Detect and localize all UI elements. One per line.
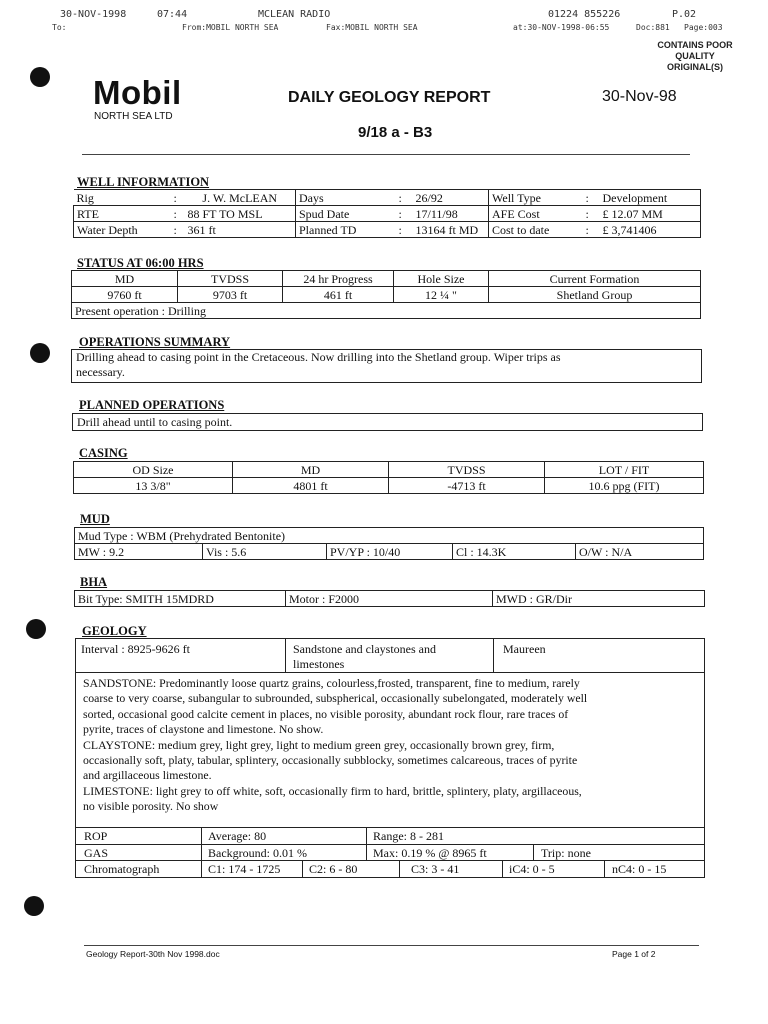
fax-date: 30-NOV-1998	[60, 9, 127, 20]
footer-divider	[84, 945, 699, 946]
mud-type: Mud Type : WBM (Prehydrated Bentonite)	[75, 528, 704, 544]
gas-background: Background: 0.01 %	[208, 846, 307, 860]
header-md: MD	[72, 271, 178, 287]
header-lot-fit: LOT / FIT	[545, 462, 704, 478]
description-line: SANDSTONE: Predominantly loose quartz grains, colourless,frosted, transparent, fine to medium, rarely	[83, 676, 580, 690]
colon: :	[396, 222, 413, 238]
description-line: LIMESTONE: light grey to off white, soft, occasionally firm to hard, brittle, splintery, platy, argillaceous,	[83, 783, 582, 798]
divider	[533, 844, 534, 861]
colon: :	[583, 222, 600, 238]
value-md: 4801 ft	[233, 478, 389, 494]
value-lot-fit: 10.6 ppg (FIT)	[545, 478, 704, 494]
rop-average: Average: 80	[208, 829, 267, 843]
present-operation: Present operation : Drilling	[72, 303, 701, 319]
label-well-type: Well Type	[492, 190, 541, 205]
value-md: 9760 ft	[72, 287, 178, 303]
fax-from: From:MOBIL NORTH SEA	[182, 23, 279, 32]
divider	[75, 827, 705, 828]
value-tvdss: -4713 ft	[389, 478, 545, 494]
table-row	[74, 222, 701, 238]
description-line: no visible porosity. No show	[83, 799, 219, 814]
table-row	[75, 591, 705, 607]
punch-hole	[30, 343, 50, 363]
colon: :	[585, 190, 589, 205]
geology-lithology	[293, 642, 436, 672]
poor-quality-stamp	[652, 40, 738, 73]
fax-page: P.02	[672, 9, 697, 20]
planned-ops-text: Drill ahead until to casing point.	[77, 415, 233, 429]
geology-description	[83, 676, 701, 815]
table-row	[74, 190, 701, 206]
value-tvdss: 9703 ft	[178, 287, 283, 303]
value-current-formation: Shetland Group	[489, 287, 701, 303]
fax-fax: Fax:MOBIL NORTH SEA	[326, 23, 418, 32]
header-current-formation: Current Formation	[489, 271, 701, 287]
value-rte: 88 FT TO MSL	[185, 206, 296, 222]
header-divider	[82, 154, 690, 155]
ops-summary-line: Drilling ahead to casing point in the Cretaceous. Now drilling into the Shetland group. Wiper trips as	[76, 350, 561, 364]
divider	[302, 860, 303, 878]
label-afe-cost: AFE Cost	[489, 206, 583, 222]
table-row	[72, 303, 701, 319]
value-progress: 461 ft	[283, 287, 394, 303]
ops-summary-heading: OPERATIONS SUMMARY	[79, 335, 231, 349]
logo-subtitle: NORTH SEA LTD	[94, 111, 173, 122]
well-info-heading: WELL INFORMATION	[77, 175, 210, 189]
fax-page-num: Page:003	[684, 23, 723, 32]
gas-max: Max: 0.19 % @ 8965 ft	[373, 846, 487, 860]
table-row	[74, 206, 701, 222]
ops-summary-line: necessary.	[76, 365, 125, 379]
table-row	[75, 528, 704, 544]
casing-table	[73, 461, 704, 494]
chromatograph-label: Chromatograph	[84, 862, 160, 876]
value-ow: O/W : N/A	[576, 544, 704, 560]
divider	[399, 860, 400, 878]
lithology-line: limestones	[293, 657, 345, 671]
value-mwd: MWD : GR/Dir	[493, 591, 705, 607]
table-row	[72, 271, 701, 287]
divider	[75, 672, 705, 673]
colon: :	[398, 190, 402, 205]
label-rig: Rig	[76, 190, 94, 205]
description-line: coarse to very coarse, subangular to subrounded, subspherical, occasionally subelongated, moderately well	[83, 691, 588, 706]
footer-page: Page 1 of 2	[612, 949, 656, 959]
value-cost-to-date: £ 3,741406	[600, 222, 701, 238]
value-afe-cost: £ 12.07 MM	[600, 206, 701, 222]
rop-label: ROP	[84, 829, 108, 843]
gas-label: GAS	[84, 846, 109, 860]
status-table	[71, 270, 701, 319]
header-hole-size: Hole Size	[394, 271, 489, 287]
divider	[366, 827, 367, 861]
fax-phone: 01224 855226	[548, 9, 621, 20]
value-bit-type: Bit Type: SMITH 15MDRD	[75, 591, 286, 607]
divider	[604, 860, 605, 878]
punch-hole	[24, 896, 44, 916]
header-tvdss: TVDSS	[389, 462, 545, 478]
header-od-size: OD Size	[74, 462, 233, 478]
label-planned-td: Planned TD	[296, 222, 396, 238]
fax-doc: Doc:881	[636, 23, 670, 32]
table-row	[74, 462, 704, 478]
divider	[493, 638, 494, 673]
chromatograph-ic4: iC4: 0 - 5	[509, 862, 555, 876]
divider	[502, 860, 503, 878]
rop-range: Range: 8 - 281	[373, 829, 444, 843]
description-line: and argillaceous limestone.	[83, 768, 212, 783]
value-rig: J. W. McLEAN	[185, 190, 296, 206]
colon: :	[171, 222, 185, 238]
header-progress: 24 hr Progress	[283, 271, 394, 287]
colon: :	[396, 206, 413, 222]
label-cost-to-date: Cost to date	[489, 222, 583, 238]
lithology-line: Sandstone and claystones and	[293, 642, 436, 656]
chromatograph-nc4: nC4: 0 - 15	[612, 862, 667, 876]
geology-heading: GEOLOGY	[82, 624, 147, 638]
divider	[75, 844, 705, 845]
bha-heading: BHA	[80, 575, 108, 589]
divider	[201, 827, 202, 878]
chromatograph-c2: C2: 6 - 80	[309, 862, 358, 876]
value-spud-date: 17/11/98	[413, 206, 489, 222]
value-planned-td: 13164 ft MD	[413, 222, 489, 238]
bha-table	[74, 590, 705, 607]
description-line: CLAYSTONE: medium grey, light grey, light to medium green grey, occasionally brown grey, firm,	[83, 737, 555, 752]
ops-summary-box	[71, 349, 702, 383]
value-hole-size: 12 ¼ "	[394, 287, 489, 303]
description-line: pyrite, traces of claystone and limestone. No show.	[83, 722, 324, 737]
geology-interval: Interval : 8925-9626 ft	[81, 642, 190, 656]
table-row	[72, 287, 701, 303]
stamp-line: CONTAINS POOR	[657, 40, 733, 50]
chromatograph-c3: C3: 3 - 41	[411, 862, 460, 876]
value-water-depth: 361 ft	[185, 222, 296, 238]
colon: :	[171, 206, 185, 222]
mud-heading: MUD	[80, 512, 110, 526]
report-title: DAILY GEOLOGY REPORT	[288, 89, 491, 106]
header-tvdss: TVDSS	[178, 271, 283, 287]
label-spud-date: Spud Date	[296, 206, 396, 222]
mud-table	[74, 527, 704, 560]
label-days: Days	[299, 190, 324, 205]
colon: :	[583, 206, 600, 222]
value-well-type: Development	[600, 190, 701, 206]
casing-heading: CASING	[79, 446, 128, 460]
label-rte: RTE	[74, 206, 171, 222]
value-pv-yp: PV/YP : 10/40	[327, 544, 453, 560]
stamp-line: ORIGINAL(S)	[667, 62, 723, 72]
description-line: occasionally soft, platy, tabular, splintery, occasionally subblocky, sometimes calcareous, traces of pyrite	[83, 753, 578, 768]
punch-hole	[26, 619, 46, 639]
footer-filename: Geology Report-30th Nov 1998.doc	[86, 949, 220, 959]
mobil-logo: Mobil	[93, 74, 182, 111]
header-md: MD	[233, 462, 389, 478]
fax-time: 07:44	[157, 9, 188, 20]
description-line: sorted, occasional good calcite cement in places, no visible porosity, abundant rock flour, rare traces of	[83, 706, 569, 721]
geology-formation: Maureen	[503, 642, 546, 656]
fax-sender: MCLEAN RADIO	[258, 9, 331, 20]
planned-ops-box	[72, 413, 703, 431]
well-name: 9/18 a - B3	[358, 124, 433, 141]
status-heading: STATUS AT 06:00 HRS	[77, 256, 204, 270]
value-od-size: 13 3/8"	[74, 478, 233, 494]
value-days: 26/92	[413, 190, 489, 206]
table-row	[74, 478, 704, 494]
gas-trip: Trip: none	[541, 846, 591, 860]
value-cl: Cl : 14.3K	[453, 544, 576, 560]
fax-at: at:30-NOV-1998-06:55	[513, 23, 610, 32]
table-row	[75, 544, 704, 560]
value-vis: Vis : 5.6	[203, 544, 327, 560]
colon: :	[173, 190, 177, 205]
stamp-line: QUALITY	[675, 51, 715, 61]
well-info-table	[73, 189, 701, 238]
divider	[285, 638, 286, 673]
fax-to: To:	[52, 23, 67, 32]
planned-ops-heading: PLANNED OPERATIONS	[79, 398, 225, 412]
punch-hole	[30, 67, 50, 87]
report-date: 30-Nov-98	[602, 88, 677, 105]
value-motor: Motor : F2000	[286, 591, 493, 607]
label-water-depth: Water Depth	[74, 222, 171, 238]
value-mw: MW : 9.2	[75, 544, 203, 560]
chromatograph-c1: C1: 174 - 1725	[208, 862, 281, 876]
